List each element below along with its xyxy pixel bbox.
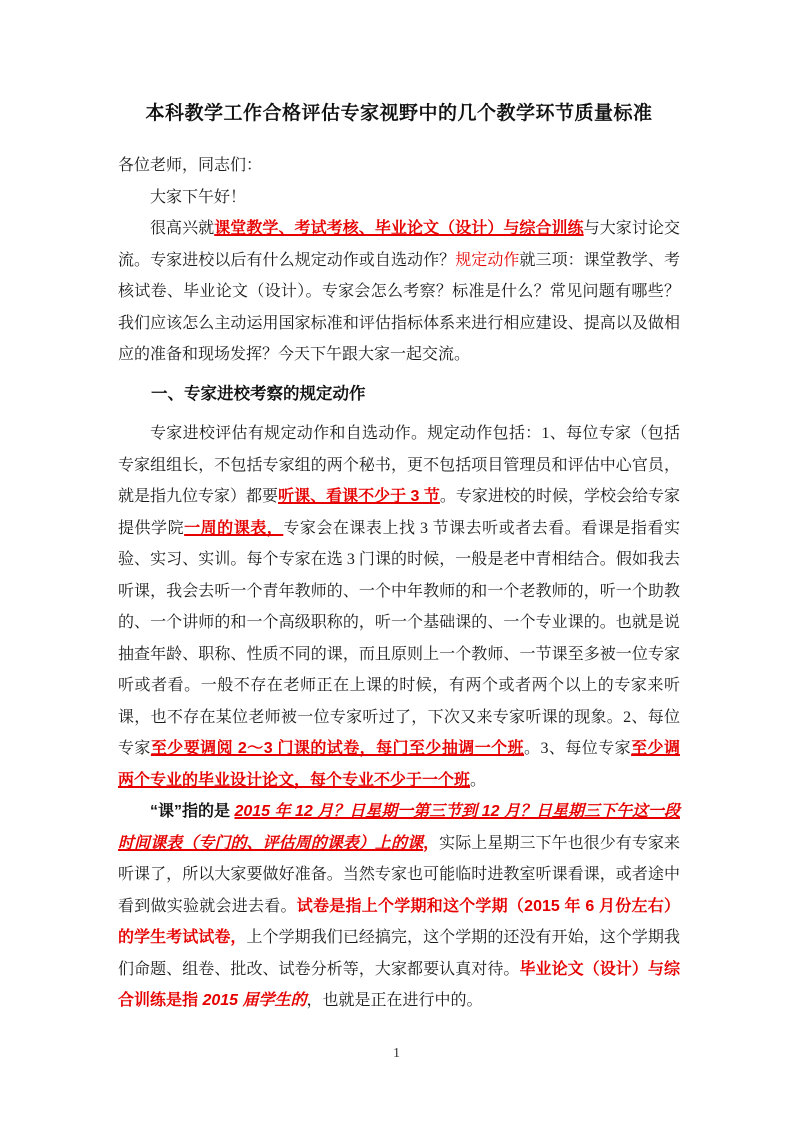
text-run: 专家进校评估有规定动作和自选动作。规定动作包括：1、每位专家（包括专家组组长，不包括专家组的两个秘书，更不包括项目管理员和评估中心官员，就是指九位专家）都要 — [118, 425, 680, 505]
text-run: 听课、看课不少于 3 节 — [278, 488, 440, 505]
document-title: 本科教学工作合格评估专家视野中的几个教学环节质量标准 — [145, 103, 653, 124]
text-run: 至少调两个专业的毕业设计论文，每个专业不少于一个班 — [118, 740, 680, 789]
text-run: 2015 届学生的 — [202, 992, 307, 1009]
text-run: 至少要调阅 2～3 门课的试卷，每门至少抽调一个班 — [150, 740, 525, 757]
paragraph — [118, 418, 680, 796]
text-run: 上个学期我们已经搞完，这个学期的还没有开始，这个学期我们命题、组卷、批改、试卷分析等，大家都要认真对待。 — [118, 929, 680, 978]
text-run: 规定动作 — [455, 251, 520, 269]
text-run: 。3、每位专家 — [524, 740, 632, 757]
text-run: 大家下午好！ — [150, 188, 247, 206]
text-run: 一、专家进校考察的规定动作 — [151, 384, 366, 403]
text-run: 实际上星期三下午也很少有专家来听课了，所以大家要做好准备。当然专家也可能临时进教室听课看课，或者途中看到做实验就会进去看。 — [118, 834, 680, 915]
text-run: 很高兴就 — [150, 220, 215, 237]
text-run: 各位老师，同志们： — [118, 157, 263, 174]
page-number: 1 — [393, 1046, 400, 1061]
text-run: ，也就是正在进行中的。 — [306, 992, 483, 1009]
text-run: ， — [423, 834, 440, 852]
text-run: 与大家讨论交流。专家进校以后有什么规定动作或自选动作？ — [118, 220, 680, 269]
paragraph — [118, 796, 680, 1017]
document-body — [118, 150, 680, 1017]
text-run: 课堂教学、考试考核、毕业论文（设计）与综合训练 — [214, 220, 584, 237]
paragraph — [118, 182, 680, 214]
text-run: ， — [230, 929, 247, 946]
text-run: 一周的课表， — [184, 519, 284, 537]
section-heading — [118, 379, 680, 411]
text-run: 毕业论文（设计）与综合训练是指 — [118, 960, 680, 1009]
text-run: 就三项：课堂教学、考核试卷、毕业论文（设计）。专家会怎么考察？标准是什么？常见问题有哪些？我们应该怎么主动运用国家标准和评估指标体系来进行相应建设、提高以及做相应的准备和现场发挥？今天下午跟大家一起交流。 — [118, 251, 680, 363]
text-run: 2015 年 12 月？日星期一第三节到 12 月？日星期三下午这一段时间课表（专门的、评估周的课表）上的课 — [118, 803, 680, 852]
paragraph — [118, 213, 680, 371]
text-run: 。 — [470, 771, 487, 789]
text-run: 试卷是指上个学期和这个学期（2015 年 6 月份左右）的学生考试试卷 — [118, 897, 680, 946]
text-run: 。专家进校的时候，学校会给专家提供学院 — [118, 488, 680, 537]
text-run: 专家会在课表上找 3 节课去听或者去看。看课是指看实验、实习、实训。每个专家在选 3 门课的时候，一般是老中青相结合。假如我去听课，我会去听一个青年教师的、一个中年教师的和一个老教师的，听一个助教的、一个讲师的和一个高级职称的，听一个基础课的、一个专业课的。也就是说抽查年龄、职称、性质不同的课，而且原则上一个教师、一节课至多被一位专家听或者看。一般不存在老师正在上课的时候，有两个或者两个以上的专家来听课，也不存在某位老师被一位专家听过了，下次又来专家听课的现象。2、每位专家 — [118, 519, 680, 757]
paragraph — [118, 150, 680, 182]
text-run: “课”指的是 — [150, 803, 235, 820]
